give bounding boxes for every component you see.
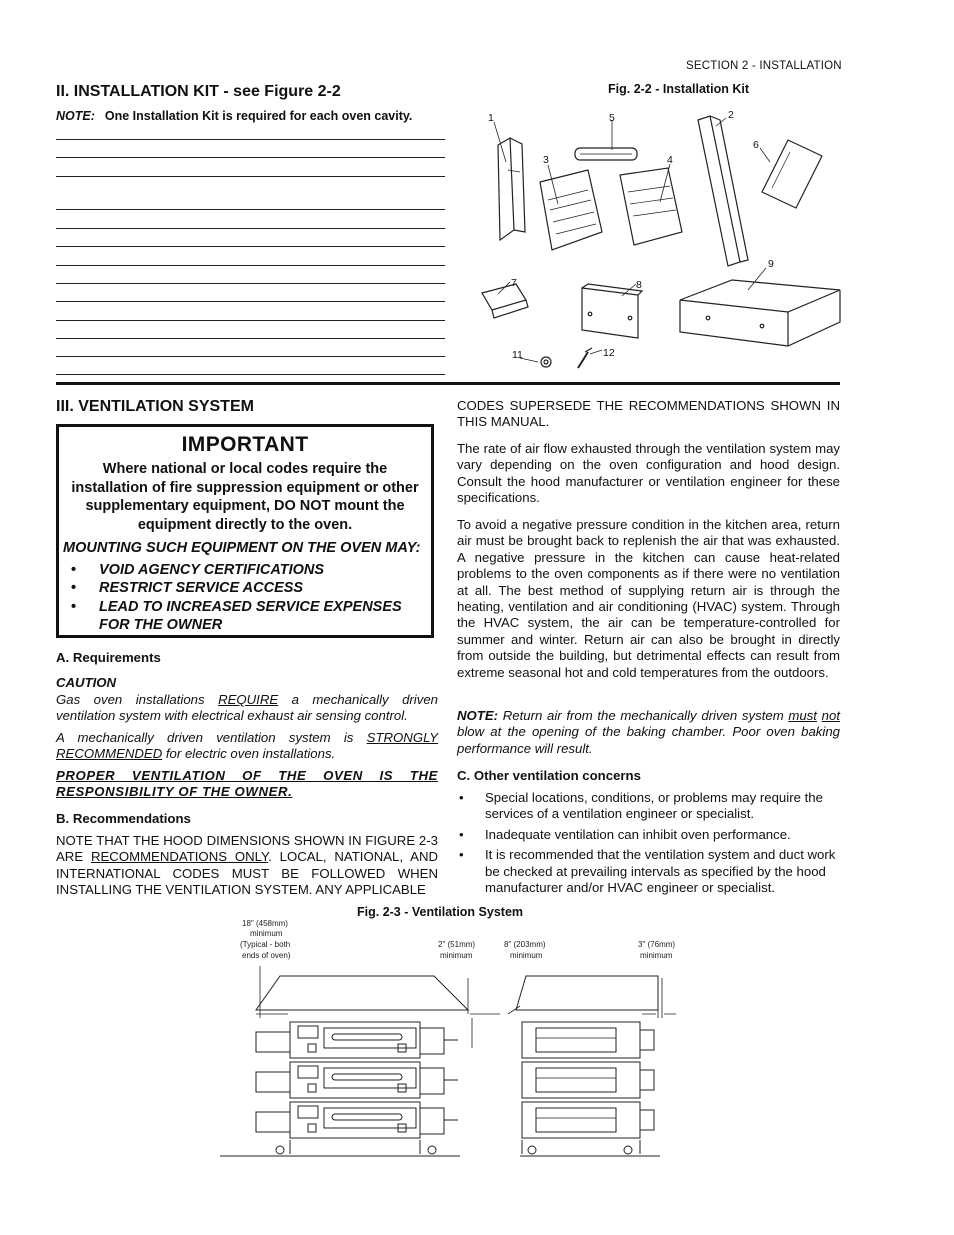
ventilation-system-figure [220, 918, 690, 1163]
svg-text:ends of oven): ends of oven) [242, 951, 291, 960]
blank-line [56, 374, 445, 375]
blank-line [56, 176, 445, 177]
list-item: • VOID AGENCY CERTIFICATIONS [71, 562, 325, 578]
blank-line [56, 356, 445, 357]
callout-1: 1 [488, 112, 494, 124]
callout-3: 3 [543, 154, 549, 166]
important-box [56, 424, 434, 638]
installation-kit-figure [470, 100, 840, 375]
callout-11: 11 [512, 349, 523, 361]
svg-text:3" (76mm): 3" (76mm) [638, 940, 676, 949]
fig-2-2-caption: Fig. 2-2 - Installation Kit [608, 82, 749, 96]
callout-6: 6 [753, 139, 759, 151]
blank-line [56, 246, 445, 247]
section-label: SECTION 2 - INSTALLATION [686, 60, 842, 72]
list-item: • Special locations, conditions, or problems may require the services of a ventilation engineer or specialist. [459, 790, 823, 822]
callout-9: 9 [768, 258, 774, 270]
blank-line [56, 338, 445, 339]
note-label: NOTE: [56, 109, 95, 123]
section-divider [56, 382, 840, 385]
installation-kit-note [56, 109, 412, 123]
requirements-paragraph-2: A mechanically driven ventilation system is STRONGLY RECOMMENDED for electric oven installations. [56, 730, 438, 762]
svg-text:2" (51mm): 2" (51mm) [438, 940, 476, 949]
blank-line [56, 283, 445, 284]
svg-text:minimum: minimum [640, 951, 673, 960]
blank-line [56, 209, 445, 210]
callout-2: 2 [728, 109, 734, 121]
svg-text:8" (203mm): 8" (203mm) [504, 940, 546, 949]
caution-label: CAUTION [56, 675, 117, 690]
list-item: • LEAD TO INCREASED SERVICE EXPENSES FOR THE OWNER [71, 598, 402, 633]
installation-kit-heading: II. INSTALLATION KIT - see Figure 2-2 [56, 83, 341, 100]
important-body: Where national or local codes require the installation of fire suppression equipment or other supplementary equipment, DO NOT mount the equipment directly to the oven. [71, 461, 419, 533]
recommendations-heading: B. Recommendations [56, 811, 191, 826]
requirements-heading: A. Requirements [56, 650, 161, 665]
callout-5: 5 [609, 112, 615, 124]
blank-line [56, 139, 445, 140]
list-item: • Inadequate ventilation can inhibit oven performance. [459, 826, 791, 842]
negative-pressure-paragraph: To avoid a negative pressure condition in the kitchen area, return air must be brought back to replenish the air that was exhausted. A negative pressure in the kitchen can cause heat-related problems to the oven components as if there were no ventilation at all. The best method of supplying return air is through the heating, ventilation and air conditioning (HVAC) system. Through the HVAC system, the air can be temperature-controlled for summer and winter. Return air can also be brought in directly from outside the building, but detrimental effects can result from extreme seasonal hot and cold temperatures from the outdoors. [457, 517, 840, 680]
svg-text:minimum: minimum [250, 929, 283, 938]
fig-2-3-caption: Fig. 2-3 - Ventilation System [357, 905, 524, 919]
important-title: IMPORTANT [181, 433, 309, 456]
svg-text:(Typical - both: (Typical - both [240, 940, 291, 949]
note-text: One Installation Kit is required for each oven cavity. [104, 109, 413, 123]
ventilation-heading: III. VENTILATION SYSTEM [56, 398, 254, 415]
requirements-paragraph-1: Gas oven installations REQUIRE a mechanically driven ventilation system with electrical exhaust air sensing control. [56, 692, 438, 724]
requirements-paragraph-3: PROPER VENTILATION OF THE OVEN IS THE RESPONSIBILITY OF THE OWNER. [56, 768, 438, 800]
callout-4: 4 [667, 154, 673, 166]
callout-7: 7 [511, 277, 517, 289]
svg-text:minimum: minimum [440, 951, 473, 960]
recommendations-paragraph: NOTE THAT THE HOOD DIMENSIONS SHOWN IN FIGURE 2-3 ARE RECOMMENDATIONS ONLY. LOCAL, NATIONAL, AND INTERNATIONAL CODES MUST BE FOLLOWED WHEN INSTALLING THE VENTILATION SYSTEM. ANY APPLICABLE [56, 833, 439, 898]
codes-paragraph: CODES SUPERSEDE THE RECOMMENDATIONS SHOWN IN THIS MANUAL. [457, 398, 840, 430]
list-item: • It is recommended that the ventilation system and duct work be checked at prevailing intervals as specified by the hood manufacturer and/or HVAC engineer or specialist. [459, 847, 836, 896]
callout-8: 8 [636, 279, 642, 291]
other-concerns-list [457, 790, 840, 896]
other-concerns-heading: C. Other ventilation concerns [457, 768, 641, 783]
callout-12: 12 [603, 347, 615, 359]
svg-text:18" (458mm): 18" (458mm) [242, 919, 288, 928]
blank-line [56, 301, 445, 302]
blank-line [56, 228, 445, 229]
return-air-note: NOTE: Return air from the mechanically driven system must not blow at the opening of the baking chamber. Poor oven baking performance will result. [457, 708, 840, 756]
blank-line [56, 320, 445, 321]
mounting-warning: MOUNTING SUCH EQUIPMENT ON THE OVEN MAY: [63, 540, 421, 556]
important-list [59, 561, 425, 634]
blank-line [56, 157, 445, 158]
blank-line [56, 265, 445, 266]
svg-text:minimum: minimum [510, 951, 543, 960]
list-item: • RESTRICT SERVICE ACCESS [71, 580, 304, 597]
air-flow-paragraph: The rate of air flow exhausted through the ventilation system may vary depending on the oven configuration and hood design. Consult the hood manufacturer or ventilation engineer for these specifications. [457, 441, 840, 506]
